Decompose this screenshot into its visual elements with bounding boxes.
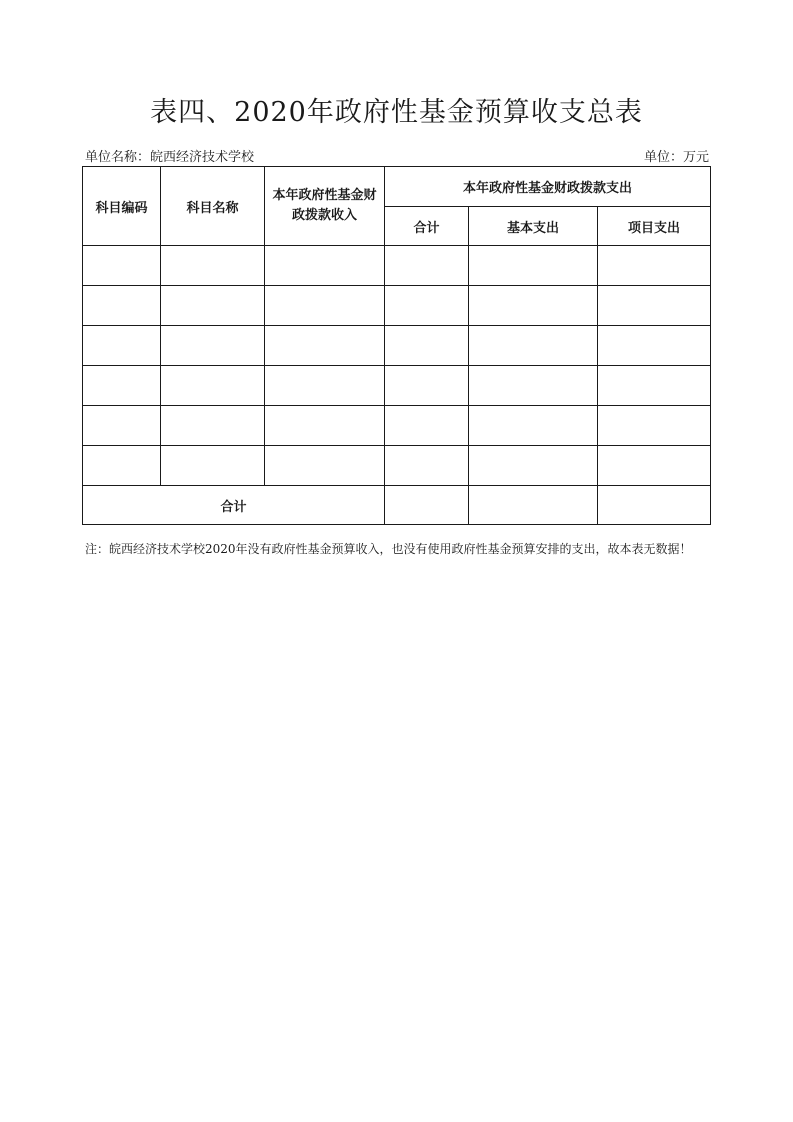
header-subject-name: 科目名称	[161, 167, 265, 246]
table-cell	[385, 246, 469, 286]
header-expense-project: 项目支出	[598, 207, 711, 246]
table-cell	[598, 406, 711, 446]
table-cell	[385, 286, 469, 326]
header-expense-basic: 基本支出	[469, 207, 598, 246]
table-cell	[265, 406, 385, 446]
table-cell	[469, 406, 598, 446]
table-cell	[598, 286, 711, 326]
table-cell	[598, 446, 711, 486]
table-cell	[469, 246, 598, 286]
table-cell	[385, 326, 469, 366]
table-cell	[265, 326, 385, 366]
table-row	[83, 326, 711, 366]
table-cell	[598, 326, 711, 366]
table-row	[83, 446, 711, 486]
table-cell	[265, 286, 385, 326]
header-fund-income: 本年政府性基金财政拨款收入	[265, 167, 385, 246]
unit-name-label: 单位名称：皖西经济技术学校	[85, 150, 255, 165]
table-cell	[83, 246, 161, 286]
total-label: 合计	[83, 486, 385, 525]
table-cell	[385, 406, 469, 446]
table-row	[83, 366, 711, 406]
table-cell	[265, 366, 385, 406]
table-cell	[265, 246, 385, 286]
table-cell	[469, 366, 598, 406]
page-title: 表四、2020年政府性基金预算收支总表	[150, 97, 643, 128]
table-cell	[469, 286, 598, 326]
table-cell	[161, 366, 265, 406]
table-cell	[265, 446, 385, 486]
table-cell	[161, 406, 265, 446]
table-cell	[598, 486, 711, 525]
table-total-row	[83, 486, 711, 525]
table-cell	[469, 326, 598, 366]
table-cell	[598, 246, 711, 286]
table-cell	[385, 366, 469, 406]
table-cell	[83, 326, 161, 366]
table-cell	[161, 286, 265, 326]
table-cell	[161, 446, 265, 486]
table-cell	[469, 446, 598, 486]
table-cell	[83, 366, 161, 406]
table-row	[83, 406, 711, 446]
header-subject-code: 科目编码	[83, 167, 161, 246]
table-row	[83, 286, 711, 326]
currency-unit-label: 单位：万元	[643, 150, 709, 165]
table-cell	[83, 286, 161, 326]
header-expense-total: 合计	[385, 207, 469, 246]
table-cell	[161, 246, 265, 286]
table-cell	[385, 486, 469, 525]
header-fund-expense-group: 本年政府性基金财政拨款支出	[385, 167, 711, 207]
table-row	[83, 246, 711, 286]
budget-summary-table	[82, 166, 711, 525]
table-cell	[83, 446, 161, 486]
table-cell	[385, 446, 469, 486]
table-cell	[161, 326, 265, 366]
table-cell	[469, 486, 598, 525]
table-cell	[598, 366, 711, 406]
footnote: 注：皖西经济技术学校2020年没有政府性基金预算收入，也没有使用政府性基金预算安排的支出，故本表无数据！	[85, 542, 692, 556]
table-header-row	[83, 167, 711, 207]
table-cell	[83, 406, 161, 446]
